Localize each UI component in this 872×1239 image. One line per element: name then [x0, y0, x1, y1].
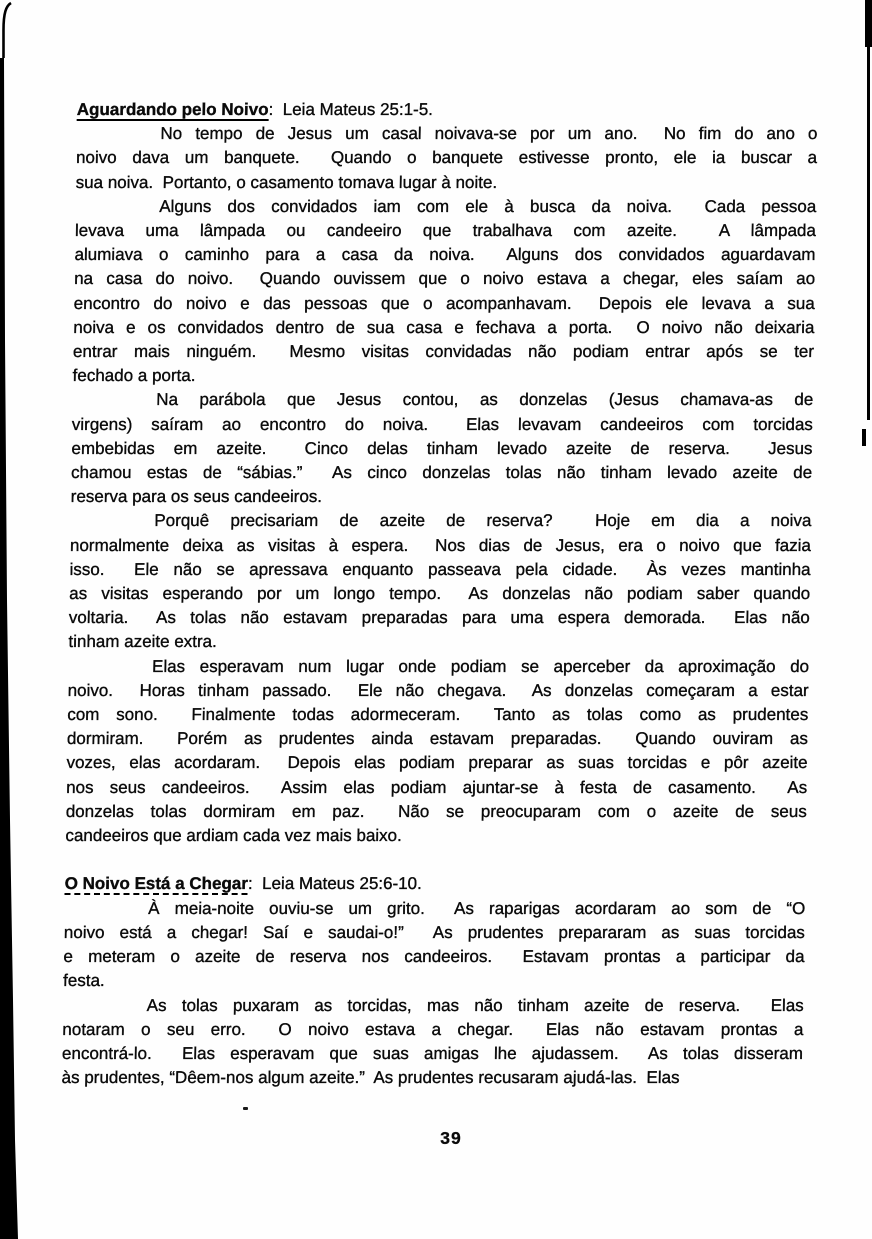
text-line: e meteram o azeite de reserva nos candeeiros. Estavam prontas a participar da — [63, 947, 805, 967]
section-heading-reference: : Leia Mateus 25:6-10. — [247, 874, 422, 894]
text-line: embebidas em azeite. Cinco delas tinham levado azeite de reserva. Jesus — [71, 438, 813, 458]
text-line: noivo está a chegar! Saí e saudai-o!” As prudentes prepararam as suas torcidas — [63, 922, 806, 942]
text-line: às prudentes, “Dêem-nos algum azeite.” As prudentes recusaram ajudá-las. Elas — [61, 1068, 680, 1088]
section-heading — [64, 872, 805, 896]
text-line: alumiava o caminho para a casa da noiva. Alguns dos convidados aguardavam — [74, 245, 816, 265]
section-heading-title: O Noivo Está a Chegar — [64, 874, 249, 894]
text-line: Alguns dos convidados iam com ele à busca da noiva. Cada pessoa — [159, 196, 817, 216]
scan-edge-artifact-right-line — [867, 47, 870, 420]
text-line: levava uma lâmpada ou candeeiro que trabalhava com azeite. A lâmpada — [74, 221, 817, 241]
text-line: encontrá-lo. Elas esperavam que suas amigas lhe ajudassem. As tolas disseram — [61, 1043, 804, 1063]
text-line: voltaria. As tolas não estavam preparadas para uma espera demorada. Elas não — [68, 608, 810, 628]
text-line: entrar mais ninguém. Mesmo visitas convidadas não podiam entrar após se ter — [72, 342, 815, 362]
text-line: sua noiva. Portanto, o casamento tomava lugar à noite. — [75, 172, 498, 192]
paragraph — [68, 509, 811, 654]
paragraph — [61, 994, 804, 1091]
text-line: No tempo de Jesus um casal noivava-se por um ano. No fim do ano o — [160, 124, 818, 144]
text-line: chamou estas de “sábias.” As cinco donzelas tolas não tinham levado azeite de — [70, 463, 813, 483]
text-line: na casa do noivo. Quando ouvissem que o noivo estava a chegar, eles saíam ao — [74, 269, 816, 289]
section-heading — [77, 98, 818, 122]
text-line: vozes, elas acordaram. Depois elas podiam preparar as suas torcidas e pôr azeite — [66, 753, 808, 773]
scan-edge-artifact-right-top — [865, 0, 872, 47]
text-line: reserva para os seus candeeiros. — [70, 487, 323, 507]
section-heading-title: Aguardando pelo Noivo — [76, 100, 269, 119]
scan-edge-artifact-right-dash — [862, 429, 866, 446]
paragraph — [63, 897, 806, 994]
paragraph — [72, 195, 816, 389]
text-line: donzelas tolas dormiram em paz. Não se preocuparam com o azeite de seus — [65, 801, 807, 821]
text-line: Elas esperavam num lugar onde podiam se aperceber da aproximação do — [151, 656, 810, 676]
text-line: normalmente deixa as visitas à espera. Nos dias de Jesus, era o noivo que fazia — [69, 535, 812, 555]
text-line: virgens) saíram ao encontro do noiva. Elas levavam candeeiros com torcidas — [71, 414, 814, 434]
text-line: isso. Ele não se apressava enquanto passeava pela cidade. Às vezes mantinha — [69, 559, 811, 579]
scan-speck — [243, 1107, 248, 1110]
scan-edge-artifact-left — [0, 0, 26, 1239]
text-line: noivo dava um banquete. Quando o banquete estivesse pronto, ele ia buscar a — [75, 148, 818, 168]
paragraph — [65, 655, 809, 849]
text-line: candeeiros que ardiam cada vez mais baixo. — [65, 826, 402, 846]
text-line: as visitas esperando por um longo tempo. As donzelas não podiam saber quando — [69, 584, 811, 604]
text-line: festa. — [62, 971, 105, 991]
text-line: Na parábola que Jesus contou, as donzelas (Jesus chamava-as de — [156, 390, 814, 410]
text-line: Porquê precisariam de azeite de reserva? Hoje em dia a noiva — [154, 511, 812, 531]
text-line: encontro do noivo e das pessoas que o acompanhavam. Depois ele levava a sua — [73, 293, 815, 313]
paragraph — [71, 388, 814, 509]
text-line: notaram o seu erro. O noivo estava a chegar. Elas não estavam prontas a — [62, 1019, 804, 1039]
section-heading-reference: : Leia Mateus 25:1-5. — [268, 100, 434, 119]
text-line: À meia-noite ouviu-se um grito. As raparigas acordaram ao som de “O — [148, 898, 806, 918]
text-line: dormiram. Porém as prudentes ainda estavam preparadas. Quando ouviram as — [66, 729, 809, 749]
document-text — [61, 98, 818, 1090]
text-line: tinham azeite extra. — [68, 632, 217, 652]
text-line: nos seus candeeiros. Assim elas podiam ajuntar-se à festa de casamento. As — [66, 777, 808, 797]
page-number: 39 — [440, 1128, 462, 1148]
paragraph — [75, 122, 817, 195]
text-line: noivo. Horas tinham passado. Ele não chegava. As donzelas começaram a estar — [67, 680, 809, 700]
text-line: As tolas puxaram as torcidas, mas não tinham azeite de reserva. Elas — [146, 995, 804, 1015]
text-line: fechado a porta. — [72, 366, 196, 386]
text-line: com sono. Finalmente todas adormeceram. Tanto as tolas como as prudentes — [67, 705, 809, 725]
text-line: noiva e os convidados dentro de sua casa e fechava a porta. O noivo não deixaria — [73, 317, 815, 337]
